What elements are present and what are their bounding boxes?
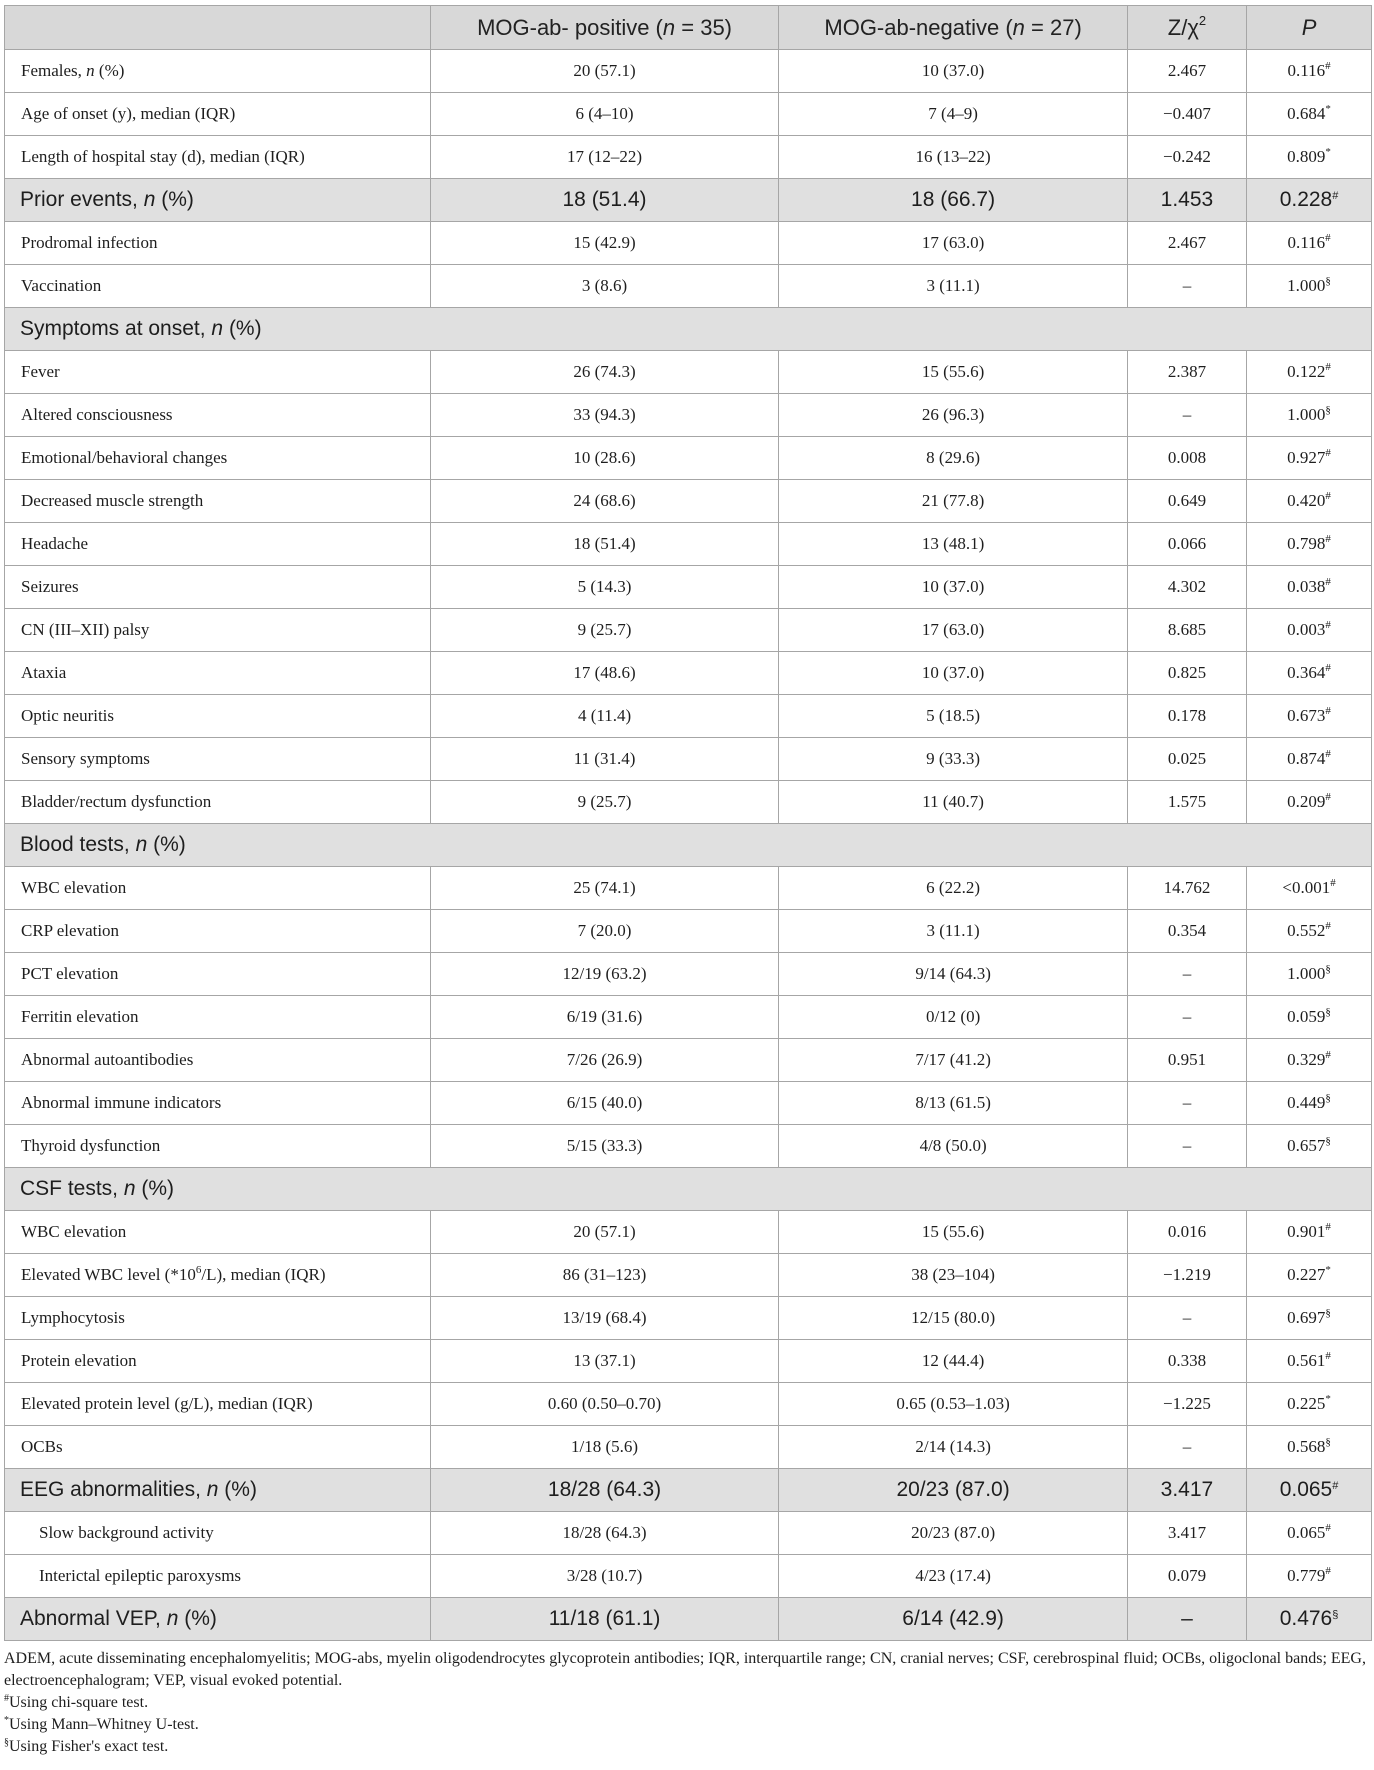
row-label: Slow background activity xyxy=(5,1512,431,1555)
mog-negative-value: 21 (77.8) xyxy=(779,480,1128,523)
row-label: OCBs xyxy=(5,1426,431,1469)
table-row xyxy=(5,1125,1372,1168)
table-row xyxy=(5,953,1372,996)
row-label: WBC elevation xyxy=(5,1211,431,1254)
p-value: 0.779# xyxy=(1247,1555,1372,1598)
statistic-value: – xyxy=(1127,1125,1246,1168)
row-label: Optic neuritis xyxy=(5,695,431,738)
section-row xyxy=(5,824,1372,867)
p-value: 0.809* xyxy=(1247,136,1372,179)
mog-positive-value: 9 (25.7) xyxy=(430,781,779,824)
row-label: Age of onset (y), median (IQR) xyxy=(5,93,431,136)
p-value: 0.657§ xyxy=(1247,1125,1372,1168)
table-row xyxy=(5,996,1372,1039)
mog-positive-value: 7/26 (26.9) xyxy=(430,1039,779,1082)
table-row xyxy=(5,1297,1372,1340)
group-row xyxy=(5,1469,1372,1512)
row-label: Prodromal infection xyxy=(5,222,431,265)
table-row xyxy=(5,480,1372,523)
group-row xyxy=(5,1598,1372,1641)
row-label: Decreased muscle strength xyxy=(5,480,431,523)
footnote-chi-square: #Using chi-square test. xyxy=(4,1693,149,1711)
row-label: Thyroid dysfunction xyxy=(5,1125,431,1168)
mog-positive-value: 18 (51.4) xyxy=(430,523,779,566)
row-label: Abnormal autoantibodies xyxy=(5,1039,431,1082)
statistic-value: 2.387 xyxy=(1127,351,1246,394)
mog-positive-value: 1/18 (5.6) xyxy=(430,1426,779,1469)
table-row xyxy=(5,394,1372,437)
statistic-value: – xyxy=(1127,953,1246,996)
mog-negative-value: 9/14 (64.3) xyxy=(779,953,1128,996)
mog-positive-value: 33 (94.3) xyxy=(430,394,779,437)
mog-positive-value: 20 (57.1) xyxy=(430,50,779,93)
statistic-value: – xyxy=(1127,1082,1246,1125)
statistic-value: 3.417 xyxy=(1127,1469,1246,1512)
section-row xyxy=(5,308,1372,351)
p-value: 0.798# xyxy=(1247,523,1372,566)
table-row xyxy=(5,1211,1372,1254)
statistic-value: 0.178 xyxy=(1127,695,1246,738)
mog-positive-value: 11 (31.4) xyxy=(430,738,779,781)
header-p-value: P xyxy=(1247,6,1372,50)
statistic-value: 8.685 xyxy=(1127,609,1246,652)
statistic-value: 0.825 xyxy=(1127,652,1246,695)
table-row xyxy=(5,437,1372,480)
mog-positive-value: 9 (25.7) xyxy=(430,609,779,652)
mog-negative-value: 10 (37.0) xyxy=(779,566,1128,609)
statistic-value: 0.951 xyxy=(1127,1039,1246,1082)
mog-negative-value: 3 (11.1) xyxy=(779,265,1128,308)
header-label-column xyxy=(5,6,431,50)
table-row xyxy=(5,781,1372,824)
statistic-value: −1.225 xyxy=(1127,1383,1246,1426)
statistic-value: 0.354 xyxy=(1127,910,1246,953)
row-label: CN (III–XII) palsy xyxy=(5,609,431,652)
table-row xyxy=(5,1383,1372,1426)
statistic-value: −1.219 xyxy=(1127,1254,1246,1297)
mog-negative-value: 10 (37.0) xyxy=(779,652,1128,695)
p-value: 0.038# xyxy=(1247,566,1372,609)
statistic-value: 0.008 xyxy=(1127,437,1246,480)
p-value: 0.684* xyxy=(1247,93,1372,136)
p-value: 0.227* xyxy=(1247,1254,1372,1297)
footnote-fisher: §Using Fisher's exact test. xyxy=(4,1737,169,1755)
row-label: Bladder/rectum dysfunction xyxy=(5,781,431,824)
statistic-value: 2.467 xyxy=(1127,50,1246,93)
row-label: Lymphocytosis xyxy=(5,1297,431,1340)
statistic-value: 4.302 xyxy=(1127,566,1246,609)
row-label: Length of hospital stay (d), median (IQR) xyxy=(5,136,431,179)
mog-positive-value: 12/19 (63.2) xyxy=(430,953,779,996)
section-row xyxy=(5,1168,1372,1211)
table-row xyxy=(5,738,1372,781)
mog-positive-value: 18 (51.4) xyxy=(430,179,779,222)
table-row xyxy=(5,1426,1372,1469)
p-value: 0.116# xyxy=(1247,50,1372,93)
mog-negative-value: 38 (23–104) xyxy=(779,1254,1128,1297)
row-label: Protein elevation xyxy=(5,1340,431,1383)
p-value: 0.065# xyxy=(1247,1469,1372,1512)
statistic-value: – xyxy=(1127,996,1246,1039)
table-row xyxy=(5,1512,1372,1555)
mog-negative-value: 0.65 (0.53–1.03) xyxy=(779,1383,1128,1426)
mog-positive-value: 11/18 (61.1) xyxy=(430,1598,779,1641)
table-row xyxy=(5,867,1372,910)
statistic-value: 0.079 xyxy=(1127,1555,1246,1598)
mog-positive-value: 13 (37.1) xyxy=(430,1340,779,1383)
p-value: 0.874# xyxy=(1247,738,1372,781)
p-value: 0.449§ xyxy=(1247,1082,1372,1125)
table-container xyxy=(4,5,1372,1758)
statistic-value: 1.453 xyxy=(1127,179,1246,222)
p-value: 0.364# xyxy=(1247,652,1372,695)
p-value: 1.000§ xyxy=(1247,953,1372,996)
mog-positive-value: 10 (28.6) xyxy=(430,437,779,480)
table-footnotes xyxy=(4,1648,1372,1758)
header-mog-negative: MOG-ab-negative (n = 27) xyxy=(779,6,1128,50)
p-value: 0.225* xyxy=(1247,1383,1372,1426)
mog-positive-value: 0.60 (0.50–0.70) xyxy=(430,1383,779,1426)
p-value: 0.228# xyxy=(1247,179,1372,222)
p-value: 0.329# xyxy=(1247,1039,1372,1082)
mog-positive-value: 26 (74.3) xyxy=(430,351,779,394)
row-label: CSF tests, n (%) xyxy=(5,1168,1372,1211)
mog-negative-value: 2/14 (14.3) xyxy=(779,1426,1128,1469)
row-label: Altered consciousness xyxy=(5,394,431,437)
table-row xyxy=(5,695,1372,738)
table-body xyxy=(5,50,1372,1641)
row-label: Females, n (%) xyxy=(5,50,431,93)
mog-negative-value: 8/13 (61.5) xyxy=(779,1082,1128,1125)
table-row xyxy=(5,265,1372,308)
statistic-value: – xyxy=(1127,394,1246,437)
statistic-value: 3.417 xyxy=(1127,1512,1246,1555)
p-value: 0.209# xyxy=(1247,781,1372,824)
statistic-value: −0.407 xyxy=(1127,93,1246,136)
mog-positive-value: 17 (48.6) xyxy=(430,652,779,695)
mog-negative-value: 12 (44.4) xyxy=(779,1340,1128,1383)
table-row xyxy=(5,222,1372,265)
row-label: Sensory symptoms xyxy=(5,738,431,781)
mog-negative-value: 26 (96.3) xyxy=(779,394,1128,437)
row-label: Elevated protein level (g/L), median (IQR) xyxy=(5,1383,431,1426)
mog-negative-value: 15 (55.6) xyxy=(779,1211,1128,1254)
statistic-value: – xyxy=(1127,265,1246,308)
row-label: Abnormal immune indicators xyxy=(5,1082,431,1125)
statistic-value: – xyxy=(1127,1426,1246,1469)
table-row xyxy=(5,566,1372,609)
mog-positive-value: 5/15 (33.3) xyxy=(430,1125,779,1168)
p-value: 0.122# xyxy=(1247,351,1372,394)
mog-negative-value: 0/12 (0) xyxy=(779,996,1128,1039)
mog-positive-value: 6 (4–10) xyxy=(430,93,779,136)
statistic-value: 0.016 xyxy=(1127,1211,1246,1254)
row-label: WBC elevation xyxy=(5,867,431,910)
table-row xyxy=(5,351,1372,394)
footnote-mann-whitney: *Using Mann–Whitney U-test. xyxy=(4,1715,199,1733)
row-label: Fever xyxy=(5,351,431,394)
p-value: 0.927# xyxy=(1247,437,1372,480)
mog-positive-value: 17 (12–22) xyxy=(430,136,779,179)
group-row xyxy=(5,179,1372,222)
header-statistic: $Z/\chi^2$ xyxy=(1127,6,1246,50)
row-label: Symptoms at onset, n (%) xyxy=(5,308,1372,351)
mog-negative-value: 16 (13–22) xyxy=(779,136,1128,179)
mog-negative-value: 7 (4–9) xyxy=(779,93,1128,136)
mog-positive-value: 4 (11.4) xyxy=(430,695,779,738)
mog-negative-value: 13 (48.1) xyxy=(779,523,1128,566)
mog-negative-value: 4/8 (50.0) xyxy=(779,1125,1128,1168)
row-label: Blood tests, n (%) xyxy=(5,824,1372,867)
abbreviations-note: ADEM, acute disseminating encephalomyelitis; MOG-abs, myelin oligodendrocytes glycoprotein antibodies; IQR, interquartile range; CN, cranial nerves; CSF, cerebrospinal fluid; OCBs, oligoclonal bands; EEG, electroencephalogram; VEP, visual evoked potential. xyxy=(4,1650,1366,1689)
mog-positive-value: 5 (14.3) xyxy=(430,566,779,609)
mog-negative-value: 6 (22.2) xyxy=(779,867,1128,910)
row-label: Vaccination xyxy=(5,265,431,308)
mog-positive-value: 6/15 (40.0) xyxy=(430,1082,779,1125)
mog-negative-value: 12/15 (80.0) xyxy=(779,1297,1128,1340)
row-label: Emotional/behavioral changes xyxy=(5,437,431,480)
table-row xyxy=(5,609,1372,652)
mog-negative-value: 7/17 (41.2) xyxy=(779,1039,1128,1082)
mog-negative-value: 15 (55.6) xyxy=(779,351,1128,394)
table-row xyxy=(5,1340,1372,1383)
p-value: 0.003# xyxy=(1247,609,1372,652)
table-row xyxy=(5,910,1372,953)
table-row xyxy=(5,523,1372,566)
p-value: 0.476§ xyxy=(1247,1598,1372,1641)
statistic-value: 1.575 xyxy=(1127,781,1246,824)
mog-positive-value: 18/28 (64.3) xyxy=(430,1469,779,1512)
p-value: 1.000§ xyxy=(1247,265,1372,308)
p-value: 0.561# xyxy=(1247,1340,1372,1383)
mog-negative-value: 3 (11.1) xyxy=(779,910,1128,953)
row-label: Seizures xyxy=(5,566,431,609)
row-label: PCT elevation xyxy=(5,953,431,996)
table-row xyxy=(5,1254,1372,1297)
statistic-value: 2.467 xyxy=(1127,222,1246,265)
mog-negative-value: 8 (29.6) xyxy=(779,437,1128,480)
p-value: 1.000§ xyxy=(1247,394,1372,437)
row-label: CRP elevation xyxy=(5,910,431,953)
row-label: Elevated WBC level $(*10^6/L)$, median (IQR) xyxy=(5,1254,431,1297)
row-label: Headache xyxy=(5,523,431,566)
p-value: 0.065# xyxy=(1247,1512,1372,1555)
statistic-value: 0.649 xyxy=(1127,480,1246,523)
p-value: 0.673# xyxy=(1247,695,1372,738)
table-row xyxy=(5,1555,1372,1598)
row-label: Prior events, n (%) xyxy=(5,179,431,222)
mog-negative-value: 6/14 (42.9) xyxy=(779,1598,1128,1641)
mog-positive-value: 20 (57.1) xyxy=(430,1211,779,1254)
table-row xyxy=(5,1082,1372,1125)
p-value: 0.552# xyxy=(1247,910,1372,953)
p-value: 0.568§ xyxy=(1247,1426,1372,1469)
results-table xyxy=(4,5,1372,1641)
mog-positive-value: 13/19 (68.4) xyxy=(430,1297,779,1340)
statistic-value: – xyxy=(1127,1297,1246,1340)
table-row xyxy=(5,93,1372,136)
statistic-value: – xyxy=(1127,1598,1246,1641)
mog-negative-value: 10 (37.0) xyxy=(779,50,1128,93)
p-value: 0.059§ xyxy=(1247,996,1372,1039)
mog-positive-value: 86 (31–123) xyxy=(430,1254,779,1297)
statistic-value: 0.025 xyxy=(1127,738,1246,781)
table-row xyxy=(5,50,1372,93)
mog-negative-value: 11 (40.7) xyxy=(779,781,1128,824)
mog-negative-value: 17 (63.0) xyxy=(779,609,1128,652)
statistic-value: 14.762 xyxy=(1127,867,1246,910)
statistic-value: 0.066 xyxy=(1127,523,1246,566)
row-label: Interictal epileptic paroxysms xyxy=(5,1555,431,1598)
p-value: <0.001# xyxy=(1247,867,1372,910)
table-row xyxy=(5,1039,1372,1082)
mog-negative-value: 18 (66.7) xyxy=(779,179,1128,222)
mog-negative-value: 4/23 (17.4) xyxy=(779,1555,1128,1598)
mog-positive-value: 24 (68.6) xyxy=(430,480,779,523)
row-label: Abnormal VEP, n (%) xyxy=(5,1598,431,1641)
p-value: 0.697§ xyxy=(1247,1297,1372,1340)
p-value: 0.901# xyxy=(1247,1211,1372,1254)
mog-positive-value: 3 (8.6) xyxy=(430,265,779,308)
mog-negative-value: 17 (63.0) xyxy=(779,222,1128,265)
p-value: 0.116# xyxy=(1247,222,1372,265)
mog-positive-value: 18/28 (64.3) xyxy=(430,1512,779,1555)
mog-negative-value: 20/23 (87.0) xyxy=(779,1469,1128,1512)
mog-positive-value: 25 (74.1) xyxy=(430,867,779,910)
mog-positive-value: 15 (42.9) xyxy=(430,222,779,265)
mog-negative-value: 5 (18.5) xyxy=(779,695,1128,738)
p-value: 0.420# xyxy=(1247,480,1372,523)
header-mog-positive: MOG-ab- positive (n = 35) xyxy=(430,6,779,50)
statistic-value: 0.338 xyxy=(1127,1340,1246,1383)
mog-negative-value: 20/23 (87.0) xyxy=(779,1512,1128,1555)
mog-negative-value: 9 (33.3) xyxy=(779,738,1128,781)
statistic-value: −0.242 xyxy=(1127,136,1246,179)
table-row xyxy=(5,652,1372,695)
header-row xyxy=(5,6,1372,50)
mog-positive-value: 7 (20.0) xyxy=(430,910,779,953)
row-label: EEG abnormalities, n (%) xyxy=(5,1469,431,1512)
mog-positive-value: 3/28 (10.7) xyxy=(430,1555,779,1598)
mog-positive-value: 6/19 (31.6) xyxy=(430,996,779,1039)
table-row xyxy=(5,136,1372,179)
row-label: Ataxia xyxy=(5,652,431,695)
row-label: Ferritin elevation xyxy=(5,996,431,1039)
